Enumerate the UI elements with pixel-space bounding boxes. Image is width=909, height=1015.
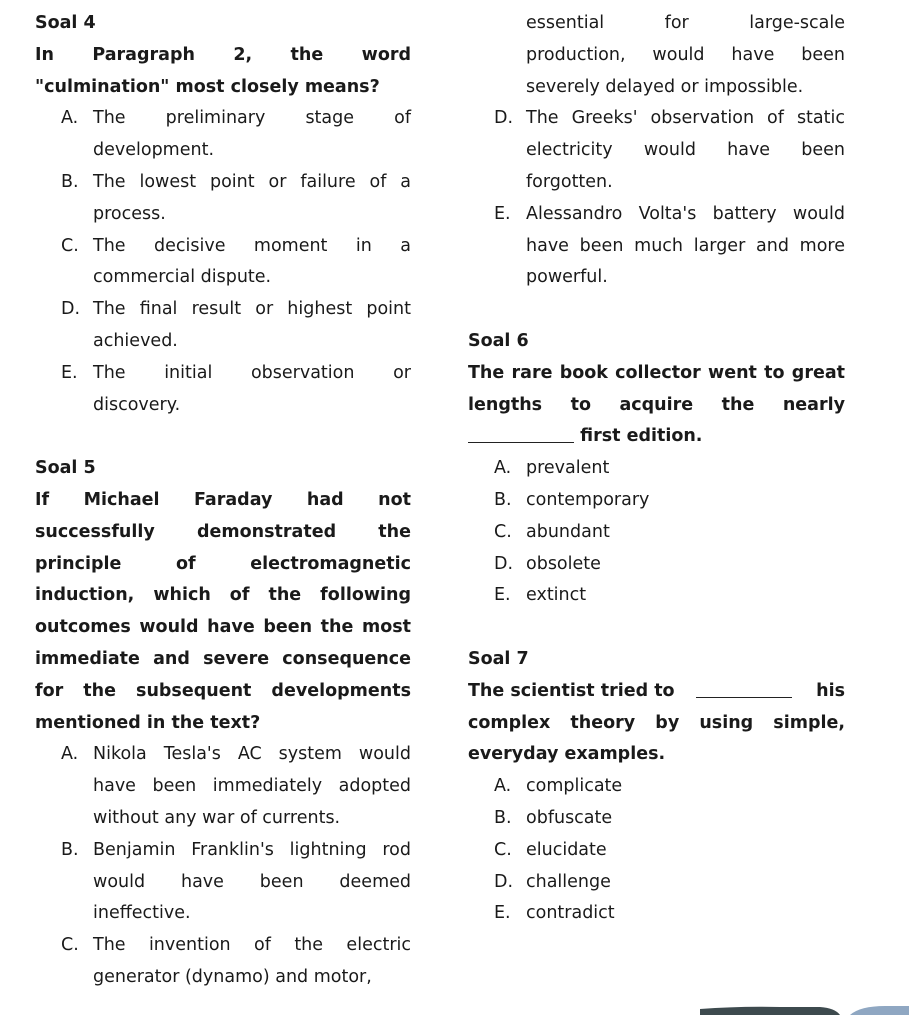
option-letter: C. [61, 935, 79, 956]
dark-shape [700, 1007, 840, 1015]
soal5-option-b-cont: would have been deemed [93, 871, 411, 892]
right-column [468, 8, 845, 930]
decorative-corner-shape [700, 1003, 909, 1015]
option-text: elucidate [526, 839, 607, 860]
soal5-option-a-cont: without any war of currents. [93, 807, 341, 828]
soal4-option-c[interactable] [35, 231, 411, 263]
option-text: The decisive moment in a [93, 235, 411, 256]
soal5-question-line: successfully demonstrated the [35, 521, 411, 542]
soal4-option-c-cont: commercial dispute. [93, 267, 272, 288]
soal5-option-e[interactable] [468, 199, 845, 231]
option-letter: C. [61, 235, 79, 256]
option-letter: E. [61, 362, 78, 383]
option-letter: E. [494, 903, 511, 924]
option-text: obfuscate [526, 807, 613, 828]
soal7-question-line: complex theory by using simple, [468, 712, 845, 733]
soal7-question-line: everyday examples. [468, 744, 666, 765]
soal6-option-c[interactable] [468, 517, 845, 549]
option-letter: D. [494, 553, 514, 574]
option-letter: B. [61, 839, 79, 860]
option-text: The Greeks' observation of static [526, 108, 845, 129]
soal5-title: Soal 5 [35, 458, 96, 479]
option-text: Benjamin Franklin's lightning rod [93, 839, 411, 860]
soal6-option-a[interactable] [468, 453, 845, 485]
soal4-question-line: "culmination" most closely means? [35, 76, 380, 97]
option-text: The lowest point or failure of a [93, 171, 411, 192]
soal7-option-b[interactable] [468, 803, 845, 835]
soal4-option-a-cont: development. [93, 140, 215, 161]
soal4-option-b[interactable] [35, 167, 411, 199]
soal4-option-e-cont: discovery. [93, 394, 181, 415]
soal4-title: Soal 4 [35, 13, 96, 33]
option-letter: D. [494, 871, 514, 892]
soal5-question-line: induction, which of the following [35, 585, 411, 606]
spacer [468, 294, 845, 326]
soal7-option-a[interactable] [468, 771, 845, 803]
soal6-option-e[interactable] [468, 580, 845, 612]
soal5-option-b-cont: ineffective. [93, 903, 191, 924]
soal4-option-a[interactable] [35, 103, 411, 135]
option-letter: A. [61, 744, 79, 765]
soal5-question-line: immediate and severe consequence [35, 648, 411, 669]
option-text: challenge [526, 871, 611, 892]
option-letter: A. [494, 458, 512, 479]
option-letter: B. [494, 489, 512, 510]
option-letter: A. [61, 108, 79, 129]
option-letter: C. [494, 521, 512, 542]
soal5-option-e-cont: have been much larger and more [526, 235, 845, 256]
soal7-title: Soal 7 [468, 648, 529, 669]
soal4-option-e[interactable] [35, 358, 411, 390]
answer-blank [468, 424, 574, 443]
option-letter: D. [494, 108, 514, 129]
soal5-option-d-cont: forgotten. [526, 171, 613, 192]
spacer [35, 421, 411, 453]
option-text: The final result or highest point [93, 299, 411, 320]
soal5-question-line: outcomes would have been the most [35, 617, 411, 638]
soal5-option-c-cont: generator (dynamo) and motor, [93, 966, 372, 987]
option-text: complicate [526, 776, 623, 797]
soal7-option-c[interactable] [468, 835, 845, 867]
soal5-option-e-cont: powerful. [526, 267, 608, 288]
soal5-question-line: for the subsequent developments [35, 680, 411, 701]
soal5-option-d[interactable] [468, 103, 845, 135]
left-column [35, 8, 411, 994]
soal4-option-d[interactable] [35, 294, 411, 326]
soal5-option-a[interactable] [35, 739, 411, 771]
soal4-option-d-cont: achieved. [93, 330, 178, 351]
soal4-option-b-cont: process. [93, 203, 166, 224]
soal5-option-c-cont: production, would have been [526, 44, 845, 65]
option-text: The initial observation or [93, 362, 411, 383]
option-text: prevalent [526, 458, 610, 479]
soal6-question-end: first edition. [580, 426, 703, 447]
soal6-question-line: The rare book collector went to great [468, 362, 845, 383]
option-text: extinct [526, 585, 587, 606]
soal7-question-line [468, 676, 845, 708]
soal5-option-c-cont: essential for large-scale [526, 13, 845, 33]
option-letter: C. [494, 839, 512, 860]
soal5-question-line: principle of electromagnetic [35, 553, 411, 574]
option-text: contradict [526, 903, 615, 924]
spacer [468, 612, 845, 644]
option-letter: E. [494, 585, 511, 606]
soal5-option-c[interactable] [35, 930, 411, 962]
option-letter: A. [494, 776, 512, 797]
option-letter: D. [61, 299, 81, 320]
soal5-option-d-cont: electricity would have been [526, 140, 845, 161]
soal7-question-start: The scientist tried to [468, 680, 675, 701]
soal5-option-c-cont: severely delayed or impossible. [526, 76, 804, 97]
soal6-option-d[interactable] [468, 549, 845, 581]
option-text: Nikola Tesla's AC system would [93, 744, 411, 765]
soal4-question-line: In Paragraph 2, the word [35, 44, 411, 65]
soal5-question-line: If Michael Faraday had not [35, 489, 411, 510]
option-text: The invention of the electric [93, 935, 411, 956]
soal5-option-b[interactable] [35, 835, 411, 867]
option-text: Alessandro Volta's battery would [526, 203, 845, 224]
option-text: contemporary [526, 489, 650, 510]
option-text: abundant [526, 521, 610, 542]
soal7-question-mid: his [816, 680, 845, 701]
option-letter: B. [61, 171, 79, 192]
soal6-title: Soal 6 [468, 330, 529, 351]
soal5-question-line: mentioned in the text? [35, 712, 261, 733]
soal6-question-line: lengths to acquire the nearly [468, 394, 845, 415]
blue-shape [850, 1006, 909, 1015]
option-text: The preliminary stage of [93, 108, 411, 129]
soal6-option-b[interactable] [468, 485, 845, 517]
soal7-option-e[interactable] [468, 898, 845, 930]
answer-blank [696, 679, 792, 698]
option-letter: B. [494, 807, 512, 828]
soal7-option-d[interactable] [468, 867, 845, 899]
option-text: obsolete [526, 553, 601, 574]
option-letter: E. [494, 203, 511, 224]
soal5-option-a-cont: have been immediately adopted [93, 776, 411, 797]
soal6-question-line [468, 421, 845, 453]
